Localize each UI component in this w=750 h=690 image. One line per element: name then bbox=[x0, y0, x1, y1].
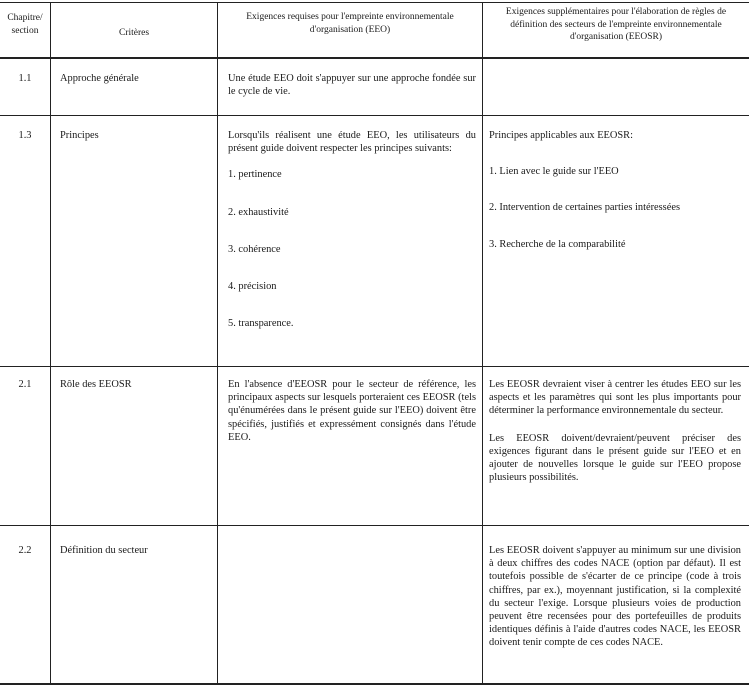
row-section-number: 2.2 bbox=[18, 545, 32, 556]
row-section-number: 1.3 bbox=[18, 130, 32, 141]
paragraph: Les EEOSR doivent/devraient/peuvent préciser des exigences figurant dans le présent guide sur l'EEO et en ajouter de nouvelles lorsque le guide sur l'EEO propose plusieurs possibilités. bbox=[489, 432, 741, 484]
eeosr-principles-intro: Principes applicables aux EEOSR: bbox=[489, 130, 633, 141]
list-item: 3. Recherche de la comparabilité bbox=[489, 238, 626, 250]
row-eeosr-cell bbox=[489, 129, 741, 251]
row-divider bbox=[0, 525, 749, 526]
row-criteria: Rôle des EEOSR bbox=[60, 379, 132, 390]
header-eeo: Exigences requises pour l'empreinte environnementale d'organisation (EEO) bbox=[246, 12, 454, 35]
row-divider bbox=[0, 366, 749, 367]
list-item: 2. Intervention de certaines parties intéressées bbox=[489, 202, 680, 214]
row-section-number: 2.1 bbox=[18, 379, 32, 390]
list-item: 2. exhaustivité bbox=[228, 206, 289, 218]
header-chapter: Chapitre/ section bbox=[7, 13, 43, 36]
column-divider bbox=[50, 2, 51, 683]
table-top-border bbox=[0, 2, 749, 3]
row-criteria: Définition du secteur bbox=[60, 545, 148, 556]
list-item: 4. précision bbox=[228, 281, 277, 293]
list-item: 1. Lien avec le guide sur l'EEO bbox=[489, 166, 619, 178]
header-criteria: Critères bbox=[118, 28, 150, 38]
row-criteria: Approche générale bbox=[60, 73, 139, 84]
paragraph: Les EEOSR devraient viser à centrer les études EEO sur les aspects et les paramètres qui sont les plus importants pour déterminer la performance environnementale du secteur. bbox=[489, 379, 741, 417]
row-eeo-text: Une étude EEO doit s'appuyer sur une approche fondée sur le cycle de vie. bbox=[228, 73, 476, 98]
column-divider bbox=[217, 2, 218, 683]
list-item: 5. transparence. bbox=[228, 318, 294, 330]
row-criteria: Principes bbox=[60, 130, 99, 141]
header-eeosr: Exigences supplémentaires pour l'élaboration de règles de définition des secteurs de l'empreinte environnementale d'organisation (EEOSR) bbox=[505, 7, 727, 42]
principles-intro: Lorsqu'ils réalisent une étude EEO, les utilisateurs du présent guide doivent respecter les principes suivants: bbox=[228, 130, 476, 155]
list-item: 1. pertinence bbox=[228, 169, 282, 181]
column-divider bbox=[482, 2, 483, 683]
row-section-number: 1.1 bbox=[18, 73, 32, 84]
header-bottom-border bbox=[0, 57, 749, 59]
row-eeo-text: En l'absence d'EEOSR pour le secteur de référence, les principaux aspects sur lesquels porteraient ces EEOSR (tels qu'énumérées dans le présent guide sur l'EEO) doivent être spécifiés, justifiés et expressément consignés dans l'étude EEO. bbox=[228, 379, 476, 443]
table-bottom-border bbox=[0, 683, 749, 685]
row-eeo-cell bbox=[228, 129, 476, 330]
row-eeosr-cell bbox=[489, 378, 741, 496]
list-item: 3. cohérence bbox=[228, 243, 281, 255]
row-divider bbox=[0, 115, 749, 116]
row-eeosr-text: Les EEOSR doivent s'appuyer au minimum sur une division à deux chiffres des codes NACE (option par défaut). Il est toutefois possible de s'écarter de ce principe (code à trois chiffres, par ex.), moyennant justification, si la complexité du secteur l'exige. Lorsque plusieurs voies de production peuvent être recensées pour des portefeuilles de produits identiques définis à l'aide d'autres codes NACE, les EEOSR doivent tenir compte de ces codes NACE. bbox=[489, 545, 741, 649]
